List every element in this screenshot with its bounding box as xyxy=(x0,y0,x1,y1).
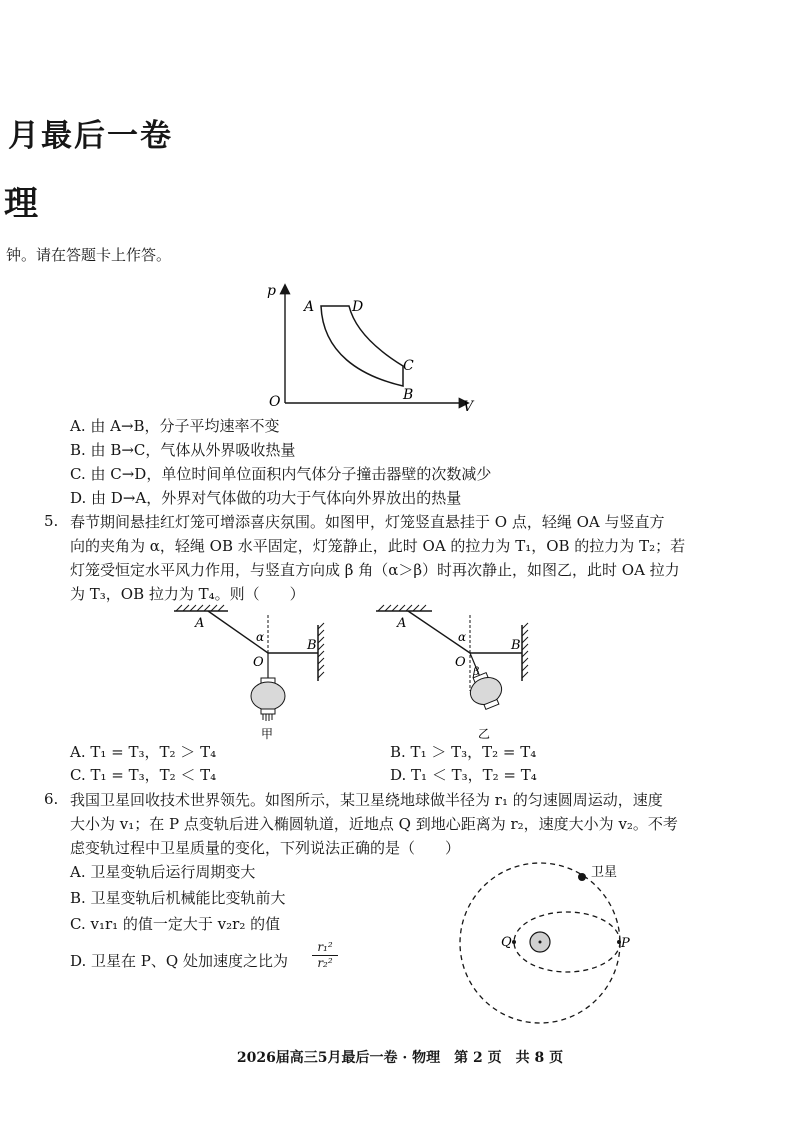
satellite-label: 卫星 xyxy=(591,865,618,880)
q4-option-a: A. 由 A→B，分子平均速率不变 xyxy=(70,417,280,435)
wall-hatch xyxy=(522,623,528,678)
pv-diagram xyxy=(255,278,485,413)
q5-stem-line-3: 灯笼受恒定水平风力作用，与竖直方向成 β 角（α＞β）时再次静止，如图乙，此时 OA 拉力 xyxy=(70,561,680,579)
point-d-label: D xyxy=(352,299,364,315)
label-beta: β xyxy=(473,665,480,678)
exam-title-fragment: 月最后一卷 xyxy=(8,118,173,154)
label-o: O xyxy=(455,655,466,670)
wall-hatch xyxy=(318,623,324,678)
point-c-label: C xyxy=(403,358,414,374)
q4-option-d: D. 由 D→A，外界对气体做的功大于气体向外界放出的热量 xyxy=(70,489,462,507)
q4-option-c: C. 由 C→D，单位时间单位面积内气体分子撞击器壁的次数减少 xyxy=(70,465,492,483)
v-axis-label: V xyxy=(463,399,474,413)
q5-option-a: A. T₁ = T₃，T₂ ＞ T₄ xyxy=(70,743,217,761)
q5-stem-line-2: 向的夹角为 α，轻绳 OB 水平固定，灯笼静止，此时 OA 的拉力为 T₁，OB 的拉力为 T₂；若 xyxy=(70,537,686,555)
caption-yi: 乙 xyxy=(478,727,491,741)
lantern-icon xyxy=(465,669,507,713)
ceiling-hatch xyxy=(176,605,224,611)
point-p-label: P xyxy=(621,936,630,951)
fraction-numerator: r₁² xyxy=(317,940,333,954)
ceiling-hatch xyxy=(378,605,426,611)
q6-option-a: A. 卫星变轨后运行周期变大 xyxy=(70,863,256,881)
lantern-figure-jia xyxy=(168,603,348,743)
label-b: B xyxy=(511,638,521,653)
subject-title-fragment: 理 xyxy=(4,184,38,224)
q5-stem-line-1: 春节期间悬挂红灯笼可增添喜庆氛围。如图甲，灯笼竖直悬挂于 O 点，轻绳 OA 与竖直方 xyxy=(70,513,665,531)
q4-option-b: B. 由 B→C，气体从外界吸收热量 xyxy=(70,441,296,459)
label-alpha: α xyxy=(256,630,265,644)
point-q-label: Q xyxy=(501,935,512,950)
satellite-icon xyxy=(578,873,586,881)
earth-center xyxy=(539,941,542,944)
q5-option-c: C. T₁ = T₃，T₂ ＜ T₄ xyxy=(70,766,217,784)
point-q-marker xyxy=(512,940,516,944)
q5-stem-line-4: 为 T₃，OB 拉力为 T₄。则（ ） xyxy=(70,585,305,603)
fraction-denominator: r₂² xyxy=(312,955,338,971)
label-alpha: α xyxy=(458,630,467,644)
q6-stem-line-3: 虑变轨过程中卫星质量的变化，下列说法正确的是（ ） xyxy=(70,839,461,857)
q6-option-c: C. v₁r₁ 的值一定大于 v₂r₂ 的值 xyxy=(70,915,281,933)
q6-stem-line-2: 大小为 v₁；在 P 点变轨后进入椭圆轨道，近地点 Q 到地心距离为 r₂，速度大小为 v₂。不考 xyxy=(70,815,678,833)
instruction-text: 钟。请在答题卡上作答。 xyxy=(6,246,172,264)
acceleration-ratio-fraction xyxy=(312,940,338,971)
point-a-label: A xyxy=(304,299,315,315)
page-footer: 2026届高三5月最后一卷 · 物理 第 2 页 共 8 页 xyxy=(236,1050,564,1066)
label-a: A xyxy=(195,616,205,631)
point-b-label: B xyxy=(403,387,414,403)
q6-option-b: B. 卫星变轨后机械能比变轨前大 xyxy=(70,889,286,907)
q5-option-d: D. T₁ ＜ T₃，T₂ = T₄ xyxy=(390,766,537,784)
label-o: O xyxy=(253,655,264,670)
p-axis-label: p xyxy=(267,283,276,299)
lantern-icon xyxy=(251,678,285,721)
origin-label: O xyxy=(269,394,281,410)
q6-number: 6. xyxy=(44,790,59,808)
q6-option-d xyxy=(70,951,288,971)
label-b: B xyxy=(307,638,317,653)
label-a: A xyxy=(397,616,407,631)
caption-jia: 甲 xyxy=(261,727,274,741)
lantern-figure-yi xyxy=(370,603,550,743)
q6-stem-line-1: 我国卫星回收技术世界领先。如图所示，某卫星绕地球做半径为 r₁ 的匀速圆周运动，速度 xyxy=(70,791,663,809)
q6-option-d-text: D. 卫星在 P、Q 处加速度之比为 xyxy=(70,952,288,970)
cycle-path xyxy=(321,306,403,386)
q5-option-b: B. T₁ ＞ T₃，T₂ = T₄ xyxy=(390,743,537,761)
q5-number: 5. xyxy=(44,512,59,530)
orbit-diagram xyxy=(455,858,685,1028)
